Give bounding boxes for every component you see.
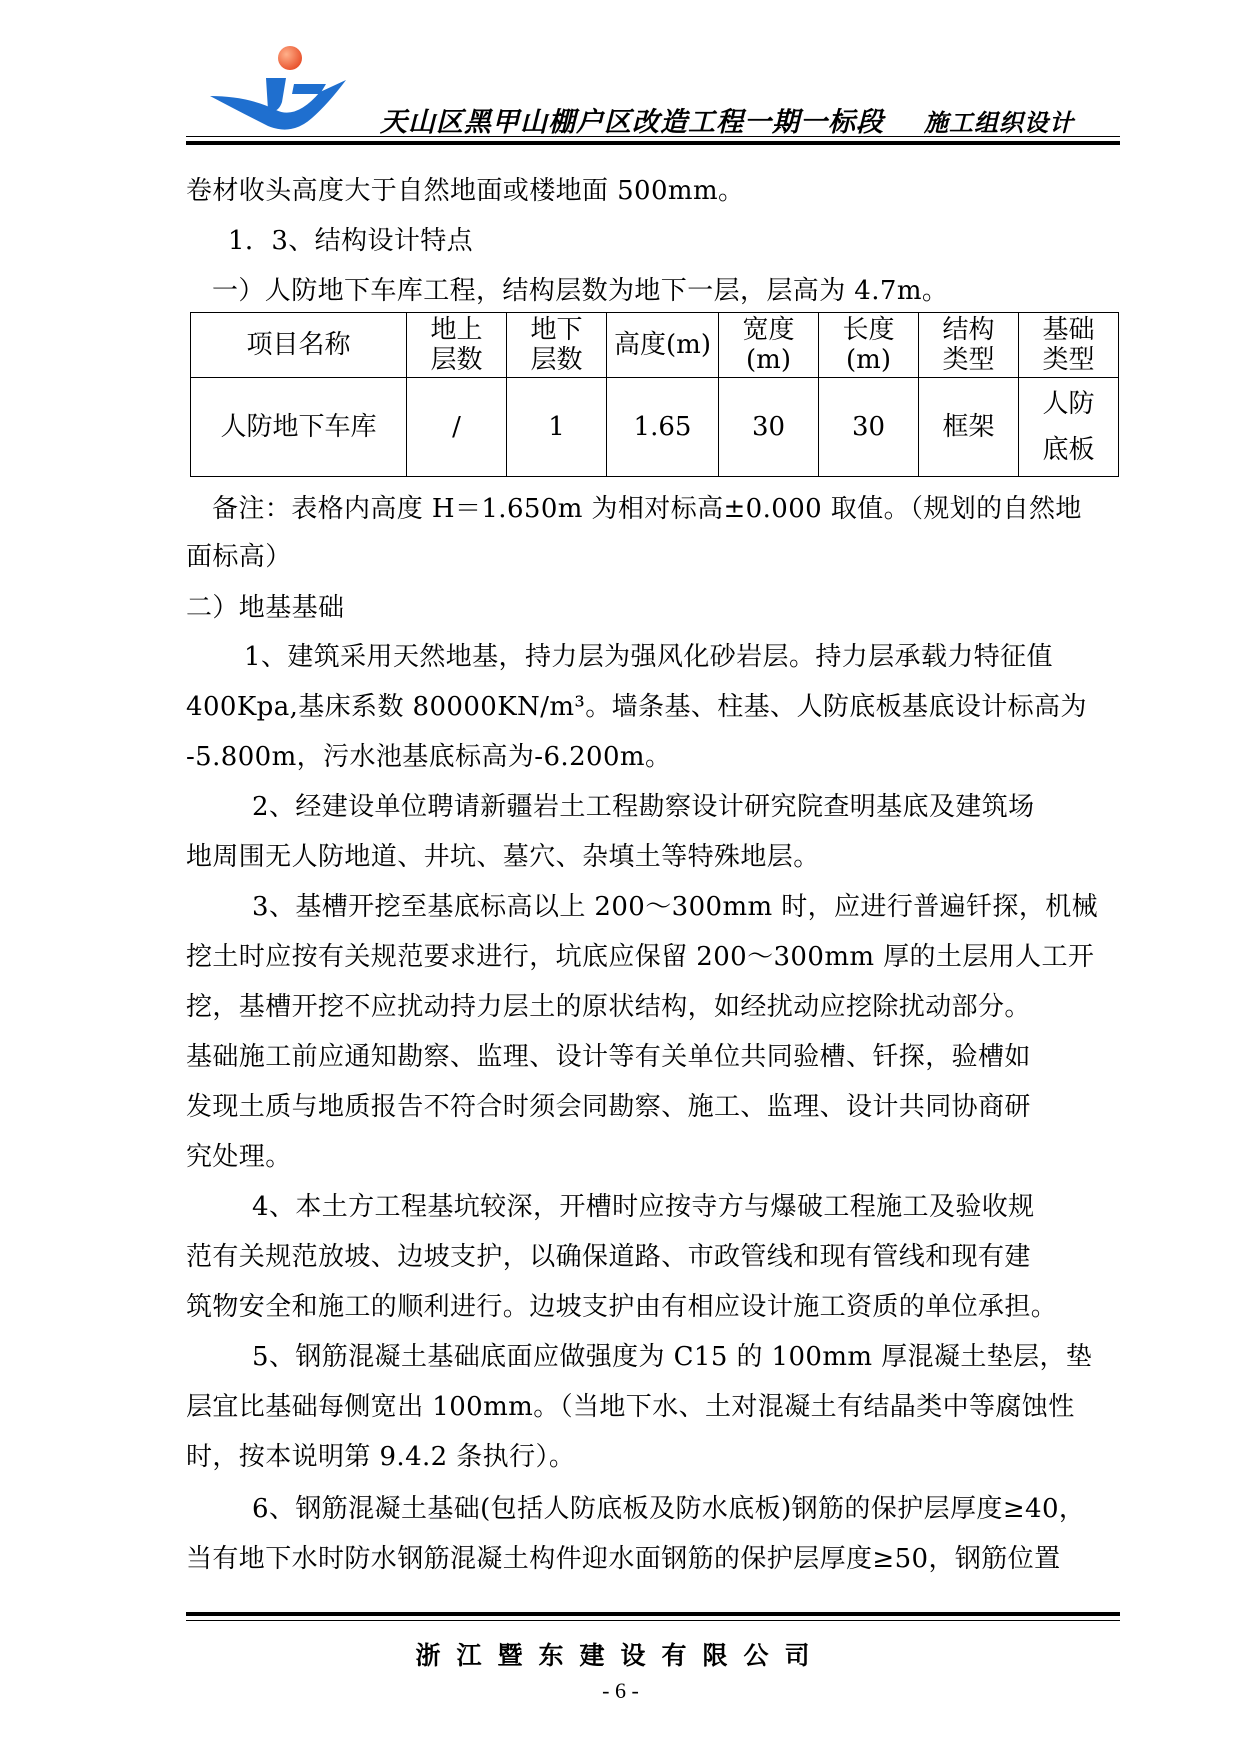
page-number: - 6 - [602,1678,639,1703]
text-line: 4、本土方工程基坑较深，开槽时应按寺方与爆破工程施工及验收规 [252,1192,1035,1222]
text-line: 究处理。 [186,1142,292,1172]
table-cell: 人防 底板 [1019,378,1119,477]
text-line: 发现土质与地质报告不符合时须会同勘察、施工、监理、设计共同协商研 [186,1092,1031,1122]
footer-rule-thick [186,1612,1120,1616]
text-line: 一）人防地下车库工程，结构层数为地下一层，层高为 4.7m。 [212,276,949,306]
doc-title: 施工组织设计 [924,108,1074,137]
table-cell: 框架 [919,378,1019,477]
text-line: 当有地下水时防水钢筋混凝土构件迎水面钢筋的保护层厚度≥50，钢筋位置 [186,1544,1061,1574]
header-cell: 宽度 (m) [719,313,819,378]
header-rule-thin [186,136,1120,137]
text-line: 层宜比基础每侧宽出 100mm。（当地下水、土对混凝土有结晶类中等腐蚀性 [186,1392,1075,1422]
header-title [380,100,1074,139]
note-line: 备注：表格内高度 H＝1.650m 为相对标高±0.000 取值。（规划的自然地 [212,494,1082,524]
logo-ball-icon [278,46,302,70]
text-line: 卷材收头高度大于自然地面或楼地面 500mm。 [186,176,745,206]
text-line: 1、建筑采用天然地基，持力层为强风化砂岩层。持力层承载力特征值 [244,642,1053,672]
footer-rule-thin [186,1620,1120,1621]
text-line: 面标高） [186,542,292,572]
table-cell: 30 [819,378,919,477]
header-cell: 高度(m) [607,313,719,378]
table-header-row [191,313,1119,378]
footer-company: 浙江暨东建设有限公司 [415,1641,826,1670]
text-line: 5、钢筋混凝土基础底面应做强度为 C15 的 100mm 厚混凝土垫层，垫 [252,1342,1093,1372]
header-cell: 长度 (m) [819,313,919,378]
text-line: 地周围无人防地道、井坑、墓穴、杂填土等特殊地层。 [186,842,820,872]
table-cell: / [407,378,507,477]
table-cell: 30 [719,378,819,477]
structure-table [190,312,1119,477]
text-line: 筑物安全和施工的顺利进行。边坡支护由有相应设计施工资质的单位承担。 [186,1292,1058,1322]
text-line: 时，按本说明第 9.4.2 条执行）。 [186,1442,576,1472]
section-heading: 1．3、结构设计特点 [228,226,474,256]
project-title: 天山区黑甲山棚户区改造工程一期一标段 [380,107,884,138]
text-line: 2、经建设单位聘请新疆岩土工程勘察设计研究院查明基底及建筑场 [252,792,1035,822]
text-line: 6、钢筋混凝土基础(包括人防底板及防水底板)钢筋的保护层厚度≥40， [252,1494,1086,1524]
table-row [191,378,1119,477]
header-cell: 地上 层数 [407,313,507,378]
table-cell: 人防地下车库 [191,378,407,477]
section-heading: 二）地基基础 [186,593,345,623]
text-line: 基础施工前应通知勘察、监理、设计等有关单位共同验槽、钎探，验槽如 [186,1042,1031,1072]
company-logo [208,44,348,140]
text-line: 范有关规范放坡、边坡支护，以确保道路、市政管线和现有管线和现有建 [186,1242,1031,1272]
header-cell: 结构 类型 [919,313,1019,378]
text-line: 3、基槽开挖至基底标高以上 200～300mm 时，应进行普遍钎探，机械 [252,892,1099,922]
table-cell: 1.65 [607,378,719,477]
header-cell: 基础 类型 [1019,313,1119,378]
table-cell: 1 [507,378,607,477]
header-cell: 项目名称 [191,313,407,378]
text-line: 挖土时应按有关规范要求进行，坑底应保留 200～300mm 厚的土层用人工开 [186,942,1095,972]
text-line: 400Kpa,基床系数 80000KN/m³。墙条基、柱基、人防底板基底设计标高为 [186,692,1087,722]
text-line: -5.800m，污水池基底标高为-6.200m。 [186,742,672,772]
header-cell: 地下 层数 [507,313,607,378]
header-rule-thick [186,141,1120,145]
text-line: 挖，基槽开挖不应扰动持力层土的原状结构，如经扰动应挖除扰动部分。 [186,992,1031,1022]
